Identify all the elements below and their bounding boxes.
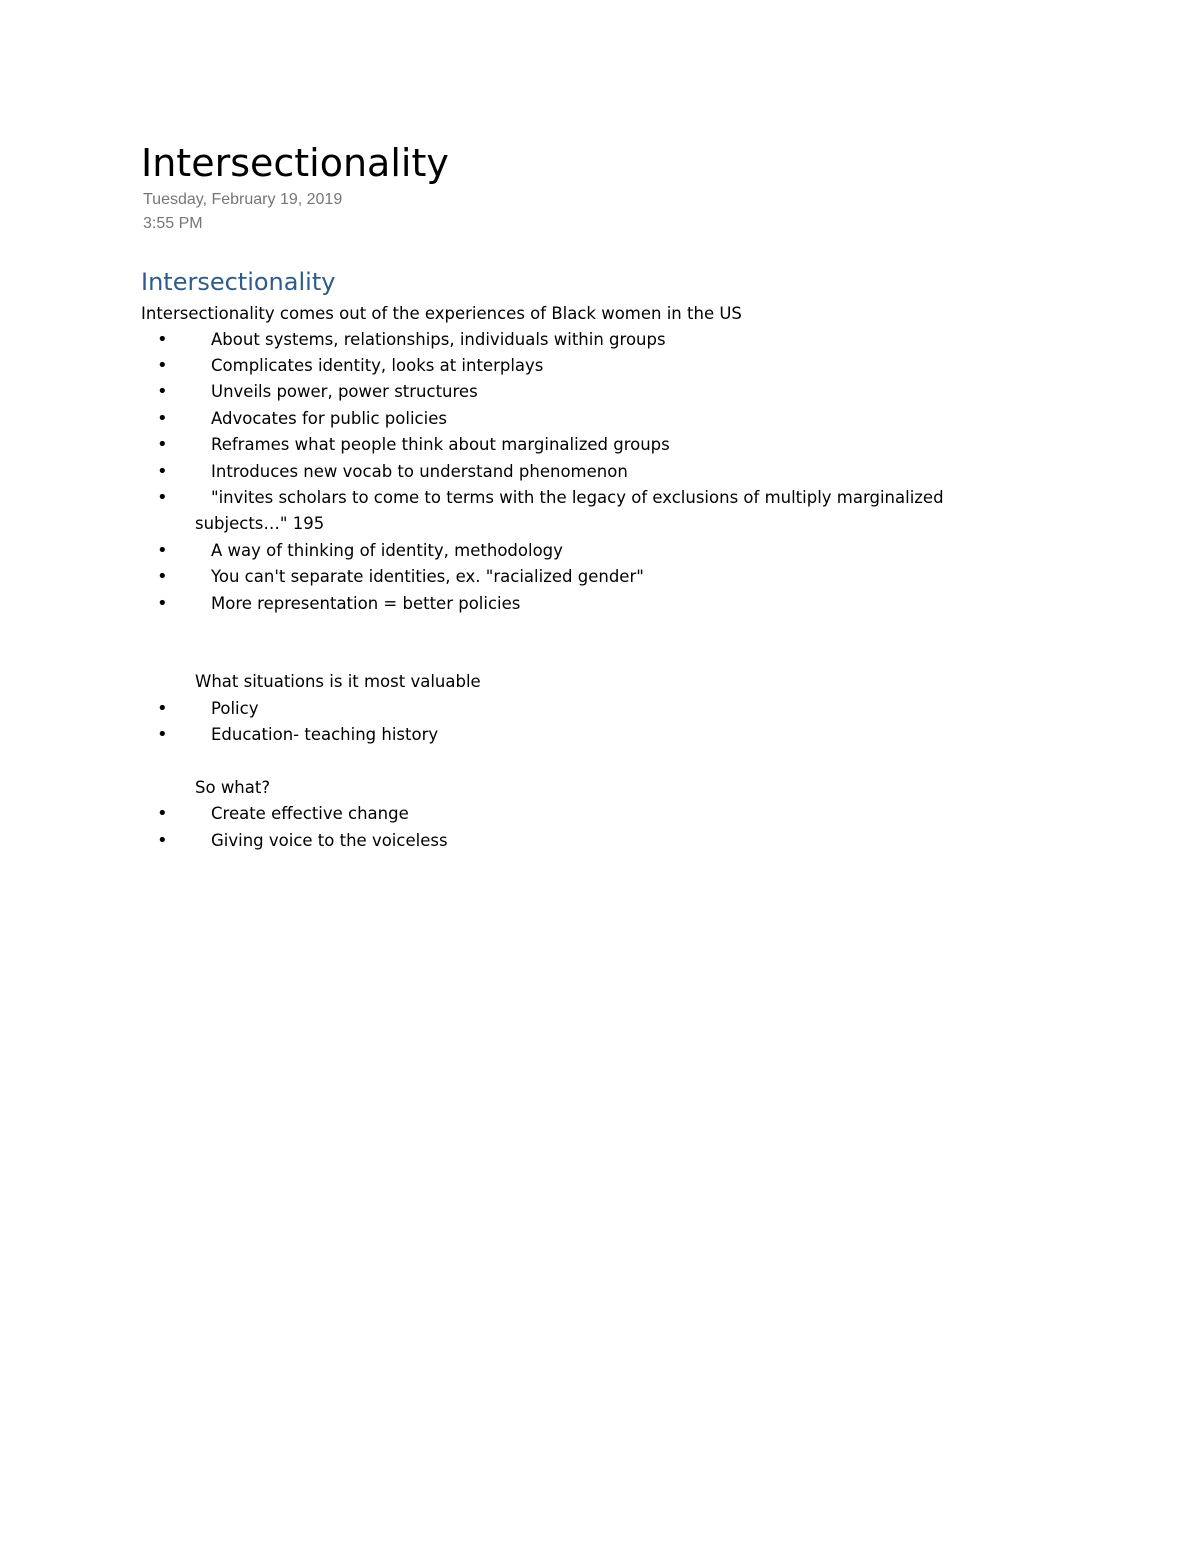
list-item: A way of thinking of identity, methodology xyxy=(211,541,563,560)
bullet-icon: • xyxy=(157,830,168,851)
section-label-valuable: What situations is it most valuable xyxy=(195,672,481,691)
bullet-icon: • xyxy=(157,329,168,350)
section-label-so-what: So what? xyxy=(195,778,271,797)
list-item: Create effective change xyxy=(211,804,409,823)
bullet-icon: • xyxy=(157,566,168,587)
bullet-icon: • xyxy=(157,724,168,745)
list-item: Complicates identity, looks at interplays xyxy=(211,356,544,375)
bullet-icon: • xyxy=(157,461,168,482)
intro-paragraph: Intersectionality comes out of the experiences of Black women in the US xyxy=(141,304,742,323)
bullet-icon: • xyxy=(157,540,168,561)
list-item: Unveils power, power structures xyxy=(211,382,478,401)
list-item: More representation = better policies xyxy=(211,594,521,613)
bullet-icon: • xyxy=(157,381,168,402)
list-item-continuation: subjects…" 195 xyxy=(195,514,325,533)
bullet-icon: • xyxy=(157,803,168,824)
bullet-icon: • xyxy=(157,593,168,614)
list-item: "invites scholars to come to terms with the legacy of exclusions of multiply marginalized xyxy=(211,488,944,507)
page-title: Intersectionality xyxy=(141,141,449,185)
list-item: You can't separate identities, ex. "racialized gender" xyxy=(211,567,644,586)
list-item: Giving voice to the voiceless xyxy=(211,831,448,850)
bullet-icon: • xyxy=(157,487,168,508)
bullet-icon: • xyxy=(157,698,168,719)
list-item: Introduces new vocab to understand phenomenon xyxy=(211,462,628,481)
note-time: 3:55 PM xyxy=(143,215,203,232)
bullet-icon: • xyxy=(157,408,168,429)
list-item: Policy xyxy=(211,699,259,718)
bullet-icon: • xyxy=(157,434,168,455)
note-date: Tuesday, February 19, 2019 xyxy=(143,191,343,208)
list-item: Education- teaching history xyxy=(211,725,439,744)
list-item: Reframes what people think about marginalized groups xyxy=(211,435,670,454)
list-item: Advocates for public policies xyxy=(211,409,447,428)
list-item: About systems, relationships, individuals within groups xyxy=(211,330,666,349)
bullet-icon: • xyxy=(157,355,168,376)
section-heading: Intersectionality xyxy=(141,268,336,296)
